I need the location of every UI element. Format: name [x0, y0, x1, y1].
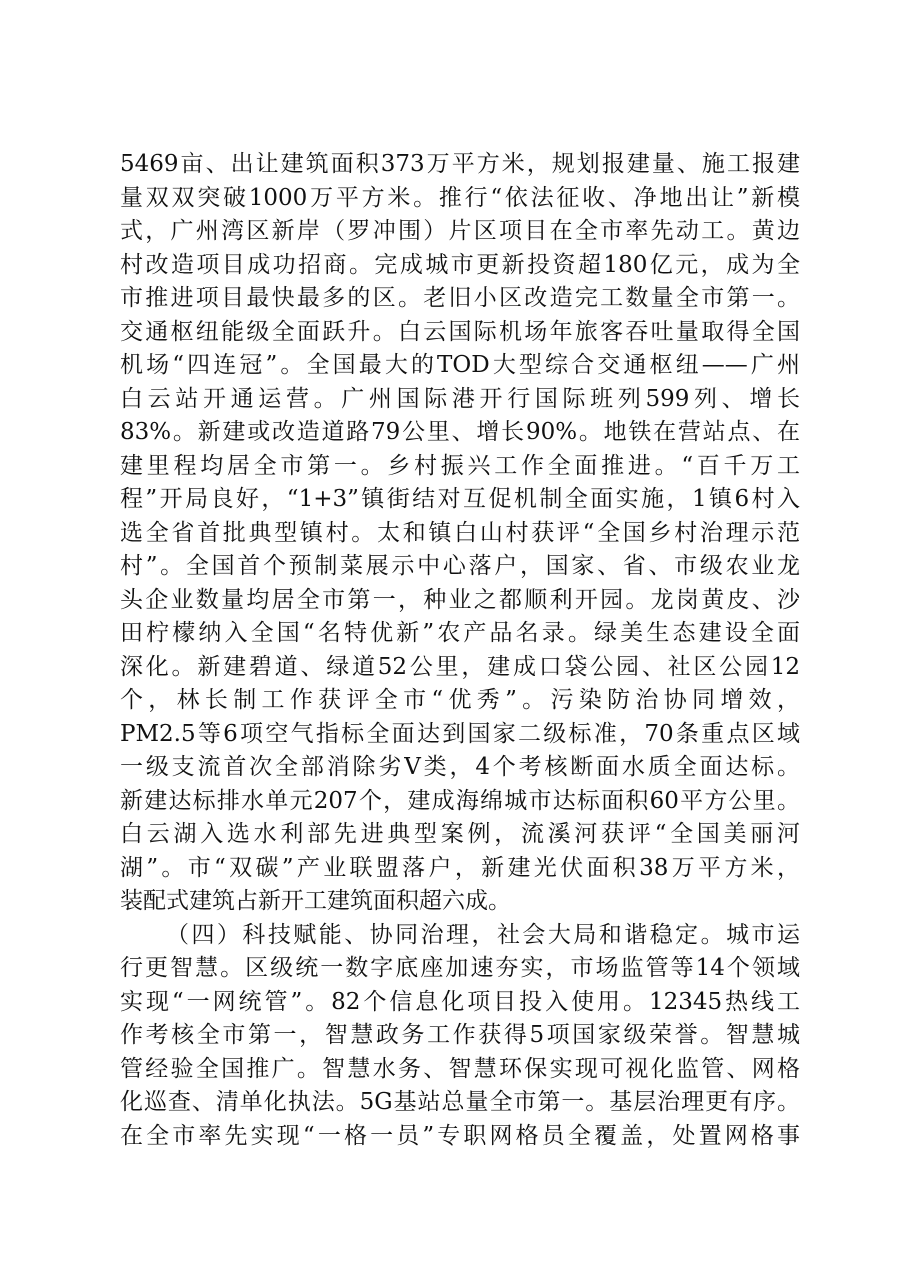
- text-line: 村”。全国首个预制菜展示中心落户，国家、省、市级农业龙: [120, 553, 800, 579]
- text-line: 一级支流首次全部消除劣V类，4个考核断面水质全面达标。: [120, 754, 800, 780]
- text-line: 白云湖入选水利部先进典型案例，流溪河获评“全国美丽河: [120, 821, 800, 847]
- text-line: 装配式建筑占新开工建筑面积超六成。: [120, 888, 511, 914]
- text-line: 田柠檬纳入全国“名特优新”农产品名录。绿美生态建设全面: [120, 620, 800, 646]
- text-line: （四）科技赋能、协同治理，社会大局和谐稳定。城市运: [166, 921, 800, 948]
- text-line: 建里程均居全市第一。乡村振兴工作全面推进。“百千万工: [120, 452, 800, 479]
- text-line: 量双双突破1000万平方米。推行“依法征收、净地出让”新模: [120, 184, 800, 211]
- text-line: 深化。新建碧道、绿道52公里，建成口袋公园、社区公园12: [120, 653, 800, 680]
- text-line: 作考核全市第一，智慧政务工作获得5项国家级荣誉。智慧城: [120, 1022, 800, 1048]
- text-line: 程”开局良好，“1+3”镇街结对互促机制全面实施，1镇6村入: [120, 486, 800, 512]
- text-line: 湖”。市“双碳”产业联盟落户，新建光伏面积38万平方米，: [120, 854, 800, 881]
- text-line: PM2.5等6项空气指标全面达到国家二级标准，70条重点区域: [120, 720, 800, 747]
- text-line: 在全市率先实现“一格一员”专职网格员全覆盖，处置网格事: [120, 1122, 800, 1149]
- text-line: 式，广州湾区新岸（罗冲围）片区项目在全市率先动工。黄边: [120, 218, 800, 244]
- text-line: 新建达标排水单元207个，建成海绵城市达标面积60平方公里。: [120, 787, 800, 814]
- text-line: 管经验全国推广。智慧水务、智慧环保实现可视化监管、网格: [120, 1055, 800, 1082]
- text-line: 个，林长制工作获评全市“优秀”。污染防治协同增效，: [120, 687, 800, 713]
- text-line: 化巡查、清单化执法。5G基站总量全市第一。基层治理更有序。: [120, 1089, 800, 1115]
- document-page: [120, 148, 800, 1153]
- text-line: 行更智慧。区级统一数字底座加速夯实，市场监管等14个领域: [120, 955, 800, 981]
- text-line: 实现“一网统管”。82个信息化项目投入使用。12345热线工: [120, 988, 800, 1015]
- text-line: 83%。新建或改造道路79公里、增长90%。地铁在营站点、在: [120, 419, 800, 445]
- text-line: 头企业数量均居全市第一，种业之都顺利开园。龙岗黄皮、沙: [120, 586, 800, 613]
- text-line: 市推进项目最快最多的区。老旧小区改造完工数量全市第一。: [120, 285, 800, 311]
- text-line: 5469亩、出让建筑面积373万平方米，规划报建量、施工报建: [120, 151, 800, 177]
- text-line: 白云站开通运营。广州国际港开行国际班列599列、增长: [120, 385, 800, 412]
- text-line: 机场“四连冠”。全国最大的TOD大型综合交通枢纽——广州: [120, 352, 800, 378]
- text-line: 村改造项目成功招商。完成城市更新投资超180亿元，成为全: [120, 251, 800, 278]
- text-line: 选全省首批典型镇村。太和镇白山村获评“全国乡村治理示范: [120, 519, 800, 546]
- text-line: 交通枢纽能级全面跃升。白云国际机场年旅客吞吐量取得全国: [120, 318, 800, 345]
